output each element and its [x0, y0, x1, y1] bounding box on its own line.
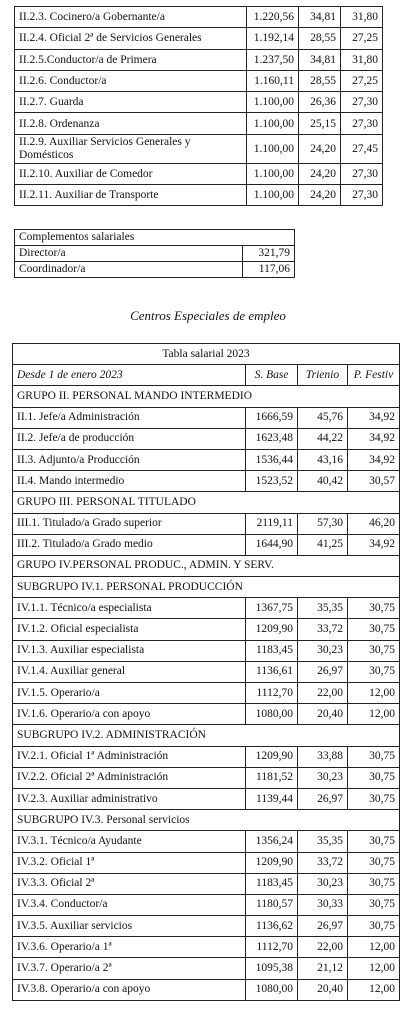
value-cell: 27,45 — [341, 134, 383, 163]
base-cell: 1095,38 — [246, 958, 298, 979]
festiv-cell: 34,92 — [348, 428, 400, 449]
category-cell: IV.1.4. Auxiliar general — [13, 661, 246, 682]
base-cell: 1.237,50 — [247, 49, 299, 70]
trienio-cell: 20,40 — [298, 704, 348, 725]
value-cell: 27,25 — [341, 28, 383, 49]
base-cell: 1536,44 — [246, 449, 298, 470]
table-row — [13, 449, 400, 470]
trienio-cell: 20,40 — [298, 979, 348, 1000]
category-cell: IV.1.1. Técnico/a especialista — [13, 598, 246, 619]
table-row — [13, 534, 400, 555]
value-cell: 25,15 — [299, 113, 341, 134]
base-cell: 1183,45 — [246, 873, 298, 894]
base-cell: 1.100,00 — [247, 134, 299, 163]
base-cell: 2119,11 — [246, 513, 298, 534]
table-row — [15, 113, 383, 134]
category-cell: II.2.8. Ordenanza — [15, 113, 247, 134]
category-cell: IV.3.8. Operario/a con apoyo — [13, 979, 246, 1000]
value-cell: 24,20 — [299, 185, 341, 206]
festiv-cell: 34,92 — [348, 534, 400, 555]
category-cell: II.3. Adjunto/a Producción — [13, 449, 246, 470]
trienio-cell: 22,00 — [298, 937, 348, 958]
complementos-title: Complementos salariales — [15, 230, 295, 246]
base-cell: 1.100,00 — [247, 92, 299, 113]
category-cell: IV.1.5. Operario/a — [13, 683, 246, 704]
base-cell: 1644,90 — [246, 534, 298, 555]
table-header-row — [13, 365, 400, 386]
trienio-cell: 26,97 — [298, 661, 348, 682]
table-header-row — [15, 230, 295, 246]
festiv-cell: 30,75 — [348, 916, 400, 937]
table-row — [15, 185, 383, 206]
base-cell: 1080,00 — [246, 704, 298, 725]
base-cell: 1.192,14 — [247, 28, 299, 49]
festiv-cell: 30,75 — [348, 831, 400, 852]
group-row — [13, 386, 400, 407]
table-row — [13, 852, 400, 873]
trienio-cell: 35,35 — [298, 831, 348, 852]
category-cell: II.2.6. Conductor/a — [15, 70, 247, 91]
table-row — [13, 894, 400, 915]
table-row — [13, 640, 400, 661]
group-row — [13, 555, 400, 576]
festiv-cell: 30,75 — [348, 852, 400, 873]
group-label: GRUPO II. PERSONAL MANDO INTERMEDIO — [13, 386, 400, 407]
table-row — [13, 428, 400, 449]
base-cell: 1.220,56 — [247, 7, 299, 28]
trienio-cell: 30,23 — [298, 873, 348, 894]
column-header-date: Desde 1 de enero 2023 — [13, 365, 246, 386]
table-row — [13, 958, 400, 979]
trienio-cell: 33,72 — [298, 852, 348, 873]
value-cell: 28,55 — [299, 70, 341, 91]
base-cell: 1181,52 — [246, 767, 298, 788]
festiv-cell: 12,00 — [348, 937, 400, 958]
festiv-cell: 30,75 — [348, 894, 400, 915]
base-cell: 1209,90 — [246, 852, 298, 873]
category-cell: II.2.5.Conductor/a de Primera — [15, 49, 247, 70]
category-cell: III.2. Titulado/a Grado medio — [13, 534, 246, 555]
complemento-label: Director/a — [15, 246, 243, 262]
group-row — [13, 810, 400, 831]
table-row — [15, 7, 383, 28]
base-cell: 1209,90 — [246, 746, 298, 767]
category-cell: IV.3.7. Operario/a 2ª — [13, 958, 246, 979]
base-cell: 1112,70 — [246, 683, 298, 704]
base-cell: 1180,57 — [246, 894, 298, 915]
festiv-cell: 46,20 — [348, 513, 400, 534]
base-cell: 1.100,00 — [247, 163, 299, 184]
base-cell: 1.100,00 — [247, 185, 299, 206]
table-row — [13, 788, 400, 809]
festiv-cell: 12,00 — [348, 704, 400, 725]
festiv-cell: 12,00 — [348, 683, 400, 704]
base-cell: 1139,44 — [246, 788, 298, 809]
table-row — [15, 49, 383, 70]
value-cell: 27,30 — [341, 113, 383, 134]
value-cell: 24,20 — [299, 134, 341, 163]
category-cell: II.2.4. Oficial 2ª de Servicios Generales — [15, 28, 247, 49]
group-label: GRUPO IV.PERSONAL PRODUC., ADMIN. Y SERV. — [13, 555, 400, 576]
complemento-value: 117,06 — [243, 262, 295, 278]
base-cell: 1623,48 — [246, 428, 298, 449]
value-cell: 26,36 — [299, 92, 341, 113]
trienio-cell: 35,35 — [298, 598, 348, 619]
trienio-cell: 41,25 — [298, 534, 348, 555]
base-cell: 1112,70 — [246, 937, 298, 958]
category-cell: II.2.10. Auxiliar de Comedor — [15, 163, 247, 184]
table-row — [13, 831, 400, 852]
group-label: SUBGRUPO IV.1. PERSONAL PRODUCCIÓN — [13, 577, 400, 598]
trienio-cell: 43,16 — [298, 449, 348, 470]
trienio-cell: 45,76 — [298, 407, 348, 428]
table-row — [13, 746, 400, 767]
table-title-row — [13, 344, 400, 365]
table-row — [15, 134, 383, 163]
trienio-cell: 26,97 — [298, 788, 348, 809]
complemento-label: Coordinador/a — [15, 262, 243, 278]
group-row — [13, 725, 400, 746]
group-label: SUBGRUPO IV.3. Personal servicios — [13, 810, 400, 831]
base-cell: 1209,90 — [246, 619, 298, 640]
category-cell: IV.1.6. Operario/a con apoyo — [13, 704, 246, 725]
table-row — [13, 916, 400, 937]
group-label: GRUPO III. PERSONAL TITULADO — [13, 492, 400, 513]
complementos-table — [14, 229, 295, 278]
value-cell: 27,25 — [341, 70, 383, 91]
base-cell: 1.160,11 — [247, 70, 299, 91]
category-cell: II.2.9. Auxiliar Servicios Generales y Domésticos — [15, 134, 247, 163]
category-cell: II.1. Jefe/a Administración — [13, 407, 246, 428]
column-header-trienio: Trienio — [298, 365, 348, 386]
table-row — [15, 92, 383, 113]
base-cell: 1523,52 — [246, 471, 298, 492]
festiv-cell: 30,75 — [348, 788, 400, 809]
trienio-cell: 22,00 — [298, 683, 348, 704]
category-cell: IV.2.2. Oficial 2ª Administración — [13, 767, 246, 788]
base-cell: 1666,59 — [246, 407, 298, 428]
table-row — [15, 28, 383, 49]
category-cell: IV.1.2. Oficial especialista — [13, 619, 246, 640]
table-row — [15, 262, 295, 278]
table-row — [13, 704, 400, 725]
group-row — [13, 492, 400, 513]
table-row — [13, 471, 400, 492]
category-cell: IV.3.1. Técnico/a Ayudante — [13, 831, 246, 852]
category-cell: II.2.7. Guarda — [15, 92, 247, 113]
table-row — [15, 246, 295, 262]
value-cell: 34,81 — [299, 49, 341, 70]
base-cell: 1136,61 — [246, 661, 298, 682]
table-row — [13, 873, 400, 894]
table-row — [13, 937, 400, 958]
base-cell: 1183,45 — [246, 640, 298, 661]
group-row — [13, 577, 400, 598]
trienio-cell: 30,33 — [298, 894, 348, 915]
value-cell: 31,80 — [341, 49, 383, 70]
category-cell: IV.2.1. Oficial 1ª Administración — [13, 746, 246, 767]
value-cell: 28,55 — [299, 28, 341, 49]
group-label: SUBGRUPO IV.2. ADMINISTRACIÓN — [13, 725, 400, 746]
category-cell: IV.3.2. Oficial 1ª — [13, 852, 246, 873]
trienio-cell: 57,30 — [298, 513, 348, 534]
table-row — [13, 598, 400, 619]
category-cell: IV.2.3. Auxiliar administrativo — [13, 788, 246, 809]
festiv-cell: 30,75 — [348, 619, 400, 640]
table-row — [13, 619, 400, 640]
complemento-value: 321,79 — [243, 246, 295, 262]
category-cell: IV.1.3. Auxiliar especialista — [13, 640, 246, 661]
base-cell: 1367,75 — [246, 598, 298, 619]
base-cell: 1356,24 — [246, 831, 298, 852]
table-row — [15, 70, 383, 91]
salary-table-2023 — [12, 343, 400, 1001]
festiv-cell: 12,00 — [348, 958, 400, 979]
trienio-cell: 21,12 — [298, 958, 348, 979]
value-cell: 27,30 — [341, 163, 383, 184]
table-row — [13, 407, 400, 428]
festiv-cell: 30,57 — [348, 471, 400, 492]
category-cell: II.2. Jefe/a de producción — [13, 428, 246, 449]
value-cell: 27,30 — [341, 92, 383, 113]
category-cell: IV.3.6. Operario/a 1ª — [13, 937, 246, 958]
category-cell: III.1. Titulado/a Grado superior — [13, 513, 246, 534]
category-cell: II.2.3. Cocinero/a Gobernante/a — [15, 7, 247, 28]
trienio-cell: 30,23 — [298, 767, 348, 788]
trienio-cell: 33,72 — [298, 619, 348, 640]
festiv-cell: 12,00 — [348, 979, 400, 1000]
top-salary-table — [14, 6, 383, 206]
value-cell: 24,20 — [299, 163, 341, 184]
base-cell: 1080,00 — [246, 979, 298, 1000]
category-cell: II.2.11. Auxiliar de Transporte — [15, 185, 247, 206]
table-row — [13, 661, 400, 682]
trienio-cell: 33,88 — [298, 746, 348, 767]
table-row — [13, 767, 400, 788]
table-row — [13, 683, 400, 704]
trienio-cell: 40,42 — [298, 471, 348, 492]
category-cell: IV.3.5. Auxiliar servicios — [13, 916, 246, 937]
column-header-base: S. Base — [246, 365, 298, 386]
table-row — [15, 163, 383, 184]
festiv-cell: 30,75 — [348, 640, 400, 661]
festiv-cell: 34,92 — [348, 407, 400, 428]
festiv-cell: 34,92 — [348, 449, 400, 470]
base-cell: 1.100,00 — [247, 113, 299, 134]
category-cell: IV.3.4. Conductor/a — [13, 894, 246, 915]
festiv-cell: 30,75 — [348, 661, 400, 682]
table-row — [13, 513, 400, 534]
value-cell: 31,80 — [341, 7, 383, 28]
trienio-cell: 30,23 — [298, 640, 348, 661]
table-row — [13, 979, 400, 1000]
category-cell: IV.3.3. Oficial 2ª — [13, 873, 246, 894]
column-header-festiv: P. Festiv — [348, 365, 400, 386]
base-cell: 1136,62 — [246, 916, 298, 937]
section-title: Centros Especiales de empleo — [130, 308, 286, 323]
value-cell: 34,81 — [299, 7, 341, 28]
festiv-cell: 30,75 — [348, 746, 400, 767]
category-cell: II.4. Mando intermedio — [13, 471, 246, 492]
table-title: Tabla salarial 2023 — [13, 344, 400, 365]
trienio-cell: 26,97 — [298, 916, 348, 937]
value-cell: 27,30 — [341, 185, 383, 206]
festiv-cell: 30,75 — [348, 767, 400, 788]
festiv-cell: 30,75 — [348, 598, 400, 619]
trienio-cell: 44,22 — [298, 428, 348, 449]
festiv-cell: 30,75 — [348, 873, 400, 894]
